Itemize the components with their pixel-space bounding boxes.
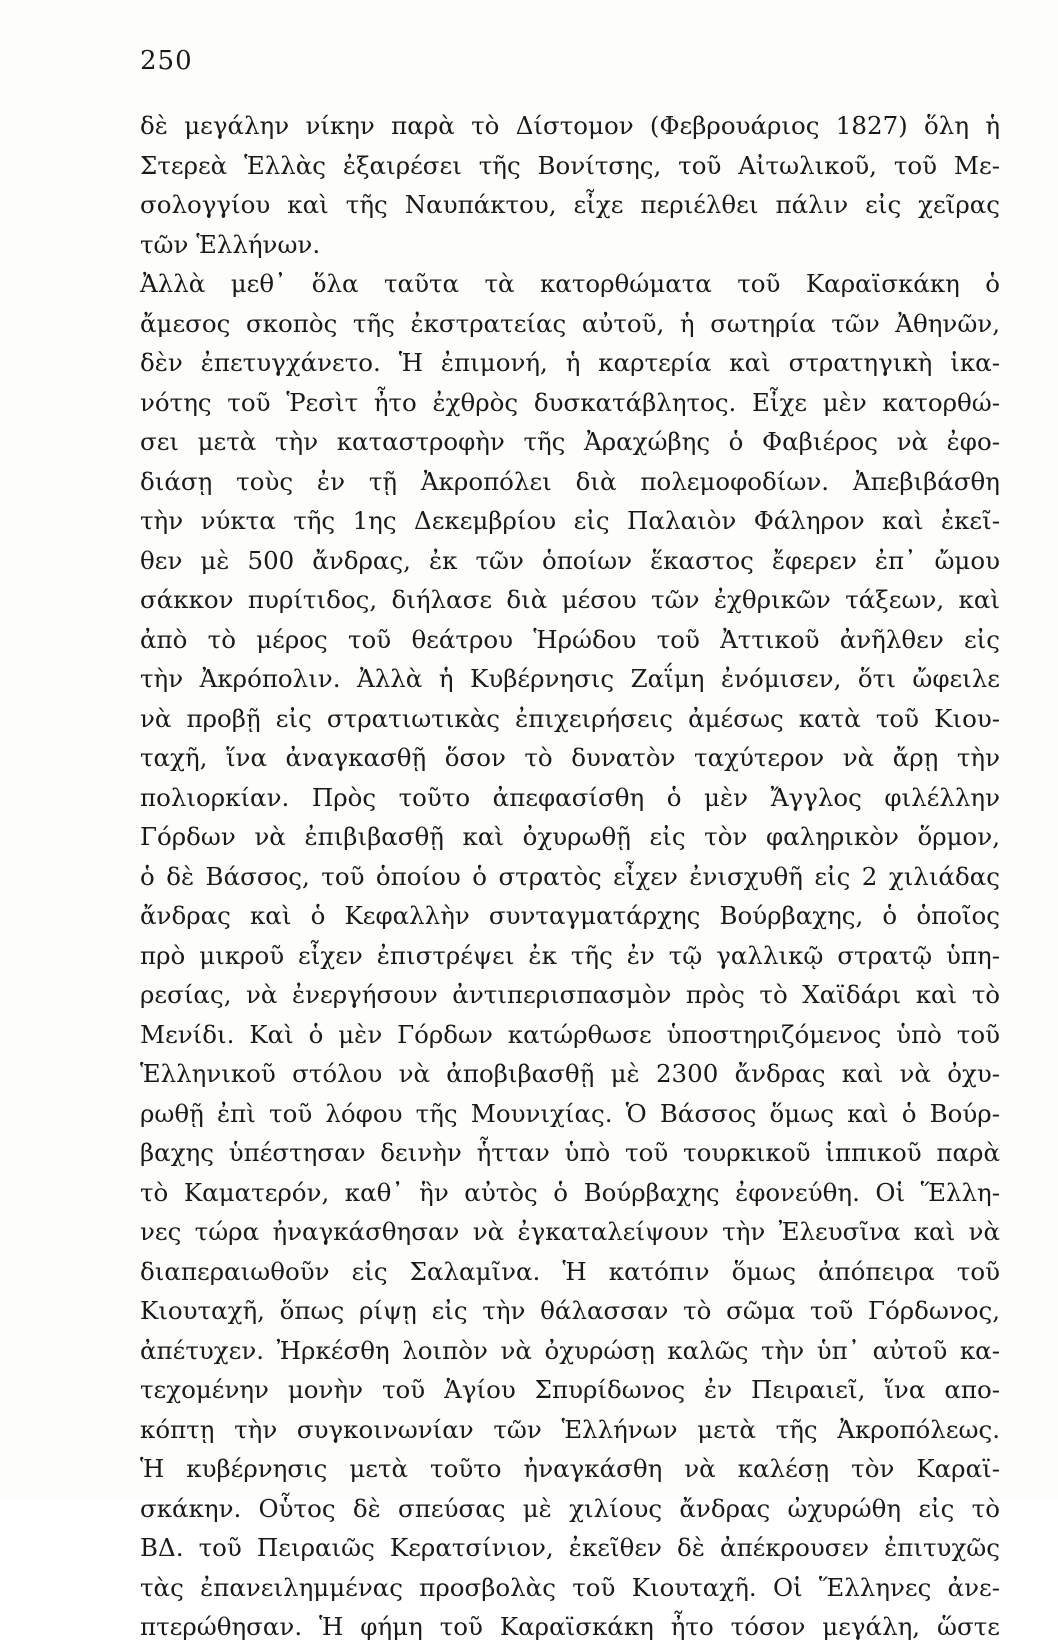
text-line: νες τώρα ἠναγκάσθησαν νὰ ἐγκαταλείψουν τὴν Ἐλευσῖνα καὶ νὰ [140,1217,1000,1246]
text-line: σει μετὰ τὴν καταστροφὴν τῆς Ἀραχώβης ὁ Φαβιέρος νὰ ἐφο- [140,427,1000,456]
text-line: Κιουταχῆ, ὅπως ρίψῃ εἰς τὴν θάλασσαν τὸ σῶμα τοῦ Γόρδωνος, [140,1296,1000,1325]
text-line: τῶν Ἑλλήνων. [140,229,321,259]
text-line: ρωθῇ ἐπὶ τοῦ λόφου τῆς Μουνιχίας. Ὁ Βάσσος ὅμως καὶ ὁ Βούρ- [140,1098,1000,1128]
text-line: ἄμεσος σκοπὸς τῆς ἐκστρατείας αὐτοῦ, ἡ σωτηρία τῶν Ἀθηνῶν, [140,308,1000,338]
text-line: ἀπὸ τὸ μέρος τοῦ θεάτρου Ἡρώδου τοῦ Ἀττικοῦ ἀνῆλθεν εἰς [140,624,1000,654]
text-line: κόπτῃ τὴν συγκοινωνίαν τῶν Ἑλλήνων μετὰ τῆς Ἀκροπόλεως. [140,1414,1000,1444]
text-line: ἄνδρας καὶ ὁ Κεφαλλὴν συνταγματάρχης Βούρβαχης, ὁ ὁποῖος [140,901,1000,930]
text-line: τὴν Ἀκρόπολιν. Ἀλλὰ ἡ Κυβέρνησις Ζαΐμη ἐνόμισεν, ὅτι ὤφειλε [140,664,1000,693]
text-line: πτερώθησαν. Ἡ φήμη τοῦ Καραϊσκάκη ἦτο τόσον μεγάλη, ὥστε [140,1612,1000,1641]
text-line: σκάκην. Οὗτος δὲ σπεύσας μὲ χιλίους ἄνδρας ὠχυρώθη εἰς τὸ [140,1493,1000,1523]
text-line: ὁ δὲ Βάσσος, τοῦ ὁποίου ὁ στρατὸς εἶχεν ἐνισχυθῆ εἰς 2 χιλιάδας [140,861,1000,891]
text-line: Ἀλλὰ μεθ᾽ ὅλα ταῦτα τὰ κατορθώματα τοῦ Καραϊσκάκη ὁ [140,269,1000,298]
text-line: ρεσίας, νὰ ἐνεργήσουν ἀντιπερισπασμὸν πρὸς τὸ Χαϊδάρι καὶ τὸ [140,980,1000,1009]
text-line: Ἑλληνικοῦ στόλου νὰ ἀποβιβασθῇ μὲ 2300 ἄνδρας καὶ νὰ ὀχυ- [140,1059,1000,1088]
body-text [140,106,1000,1647]
text-line: Ἡ κυβέρνησις μετὰ τοῦτο ἠναγκάσθη νὰ καλέσῃ τὸν Καραϊ- [140,1454,1000,1483]
text-line: νότης τοῦ Ῥεσὶτ ἦτο ἐχθρὸς δυσκατάβλητος. Εἶχε μὲν κατορθώ- [140,387,1000,417]
text-line: Μενίδι. Καὶ ὁ μὲν Γόρδων κατώρθωσε ὑποστηριζόμενος ὑπὸ τοῦ [140,1019,1000,1049]
text-line: Στερεὰ Ἑλλὰς ἐξαιρέσει τῆς Βονίτσης, τοῦ Αἰτωλικοῦ, τοῦ Με- [140,150,1000,180]
text-line: τὸ Καματερόν, καθ᾽ ἣν αὐτὸς ὁ Βούρβαχης ἐφονεύθη. Οἱ Ἕλλη- [140,1177,1000,1207]
page-number: 250 [140,46,193,76]
text-line: σολογγίου καὶ τῆς Ναυπάκτου, εἶχε περιέλθει πάλιν εἰς χεῖρας [140,190,1000,219]
text-line: βαχης ὑπέστησαν δεινὴν ἧτταν ὑπὸ τοῦ τουρκικοῦ ἱππικοῦ παρὰ [140,1138,1000,1167]
text-line: ταχῆ, ἵνα ἀναγκασθῇ ὅσον τὸ δυνατὸν ταχύτερον νὰ ἄρῃ τὴν [140,743,1000,772]
text-line: τὰς ἐπανειλημμένας προσβολὰς τοῦ Κιουταχῆ. Οἱ Ἕλληνες ἀνε- [140,1572,1000,1602]
text-line: θεν μὲ 500 ἄνδρας, ἐκ τῶν ὁποίων ἕκαστος ἔφερεν ἐπ᾽ ὤμου [140,545,1000,575]
text-line: ΒΔ. τοῦ Πειραιῶς Κερατσίνιον, ἐκεῖθεν δὲ ἀπέκρουσεν ἐπιτυχῶς [140,1533,1000,1562]
text-line: τεχομένην μονὴν τοῦ Ἁγίου Σπυρίδωνος ἐν Πειραιεῖ, ἵνα απο- [140,1375,1000,1404]
text-line: νὰ προβῇ εἰς στρατιωτικὰς ἐπιχειρήσεις ἀμέσως κατὰ τοῦ Κιου- [140,703,1000,733]
text-line: σάκκον πυρίτιδος, διήλασε διὰ μέσου τῶν ἐχθρικῶν τάξεων, καὶ [140,585,1000,614]
text-line: διάσῃ τοὺς ἐν τῇ Ἀκροπόλει διὰ πολεμοφοδίων. Ἀπεβιβάσθη [140,466,1000,496]
text-line: πολιορκίαν. Πρὸς τοῦτο ἀπεφασίσθη ὁ μὲν Ἄγγλος φιλέλλην [140,782,1000,812]
text-line: δὲν ἐπετυγχάνετο. Ἡ ἐπιμονή, ἡ καρτερία καὶ στρατηγικὴ ἱκα- [140,348,1000,377]
text-line: τὴν νύκτα τῆς 1ης Δεκεμβρίου εἰς Παλαιὸν Φάληρον καὶ ἐκεῖ- [140,506,1000,535]
text-line: δὲ μεγάλην νίκην παρὰ τὸ Δίστομον (Φεβρουάριος 1827) ὅλη ἡ [140,111,1000,140]
text-line: ἀπέτυχεν. Ἠρκέσθη λοιπὸν νὰ ὀχυρώσῃ καλῶς τὴν ὑπ᾽ αὐτοῦ κα- [140,1335,1000,1365]
text-line: Γόρδων νὰ ἐπιβιβασθῇ καὶ ὀχυρωθῇ εἰς τὸν φαληρικὸν ὅρμον, [140,822,1000,851]
text-line: διαπεραιωθοῦν εἰς Σαλαμῖνα. Ἡ κατόπιν ὅμως ἀπόπειρα τοῦ [140,1256,1000,1286]
text-line: πρὸ μικροῦ εἶχεν ἐπιστρέψει ἐκ τῆς ἐν τῷ γαλλικῷ στρατῷ ὑπη- [140,940,1000,970]
